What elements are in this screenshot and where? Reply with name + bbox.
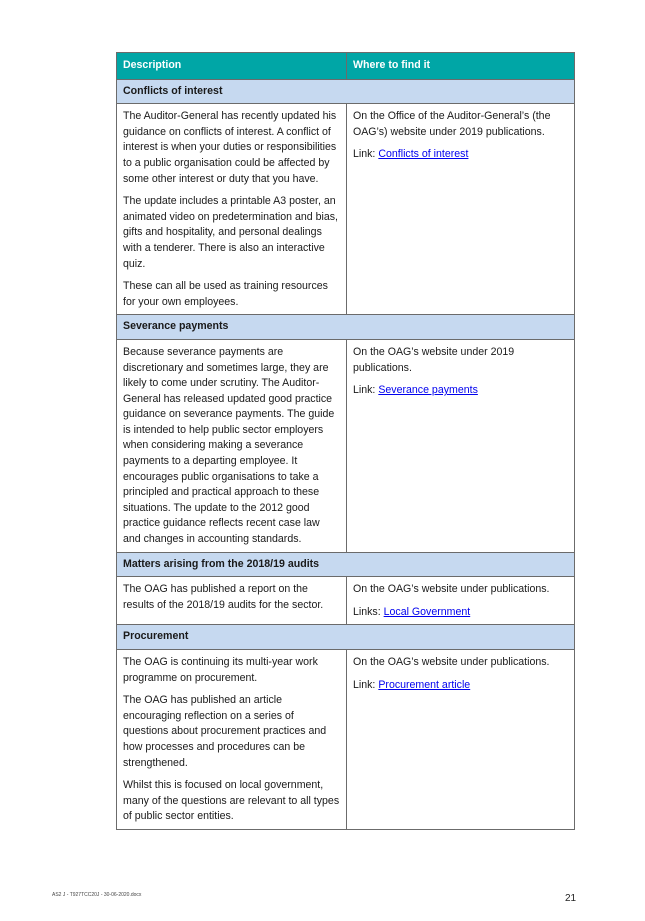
link-line (353, 605, 568, 621)
where-text: On the OAG’s website under publications. (353, 583, 550, 596)
section-title: Matters arising from the 2018/19 audits (117, 552, 575, 577)
where-text: On the OAG’s website under publications. (353, 656, 550, 668)
description-cell (117, 339, 347, 552)
where-cell (347, 104, 575, 315)
description-paragraph: The update includes a printable A3 poster, an animated video on predetermination and bias, gifts and hospitality, and personal dealings with a tenderer. There is also an interactive quiz. (123, 195, 338, 270)
table-row (117, 339, 575, 552)
procurement-article-link[interactable]: Procurement article (378, 678, 471, 691)
section-row (117, 552, 575, 577)
where-cell (347, 650, 575, 830)
link-prefix: Link: (353, 384, 376, 397)
where-text: On the Office of the Auditor-General’s (the OAG’s) website under 2019 publications. (353, 110, 551, 138)
table-row (117, 577, 575, 625)
header-description: Description (117, 53, 347, 80)
description-paragraph: These can all be used as training resources for your own employees. (123, 280, 328, 308)
severance-payments-link[interactable]: Severance payments (378, 384, 478, 397)
info-table (116, 52, 575, 830)
section-title: Conflicts of interest (117, 79, 575, 104)
section-title: Severance payments (117, 315, 575, 340)
page-number: 21 (565, 893, 577, 904)
section-row (117, 625, 575, 650)
table-row (117, 650, 575, 830)
section-row (117, 315, 575, 340)
table-header-row (117, 53, 575, 80)
section-title: Procurement (117, 625, 575, 650)
where-cell (347, 339, 575, 552)
description-cell (117, 650, 347, 830)
description-cell (117, 104, 347, 315)
link-line (353, 383, 568, 399)
header-where-to-find: Where to find it (347, 53, 575, 80)
conflicts-of-interest-link[interactable]: Conflicts of interest (378, 148, 469, 161)
description-paragraph: The OAG is continuing its multi-year work programme on procurement. (123, 656, 318, 684)
link-prefix: Links: (353, 605, 381, 618)
description-cell (117, 577, 347, 625)
link-prefix: Link: (353, 148, 376, 161)
where-text: On the OAG’s website under 2019 publications. (353, 345, 515, 374)
description-paragraph: The OAG has published an article encouraging reflection on a series of questions about procurement practices and how processes and procedures can be strengthened. (123, 694, 327, 769)
description-paragraph: Because severance payments are discretionary and sometimes large, they are likely to come under scrutiny. The Auditor-General has released updated good practice guidance on severance payments. The guide is intended to help public sector employers when considering making a severance payments to a departing employee. It encourages public organisations to take a principled and practical approach to these situations. The update to the 2012 good practice guidance reflects recent case law and changes in accounting standards. (123, 345, 335, 546)
description-paragraph: Whilst this is focused on local government, many of the questions are relevant to all types of public sector entities. (123, 779, 340, 823)
local-government-link[interactable]: Local Government (383, 605, 471, 618)
link-line (353, 147, 568, 163)
footer-doc-reference: AS2 J - T927TCC20J - 30-06-2020.docx (52, 892, 142, 898)
description-paragraph: The Auditor-General has recently updated his guidance on conflicts of interest. A conflict of interest is when your duties or responsibilities to a public organisation could be affected by some other interest or duty that you have. (123, 110, 337, 185)
link-line (353, 678, 568, 694)
link-prefix: Link: (353, 678, 376, 691)
section-row (117, 79, 575, 104)
table-row (117, 104, 575, 315)
description-paragraph: The OAG has published a report on the results of the 2018/19 audits for the sector. (123, 583, 324, 611)
where-cell (347, 577, 575, 625)
